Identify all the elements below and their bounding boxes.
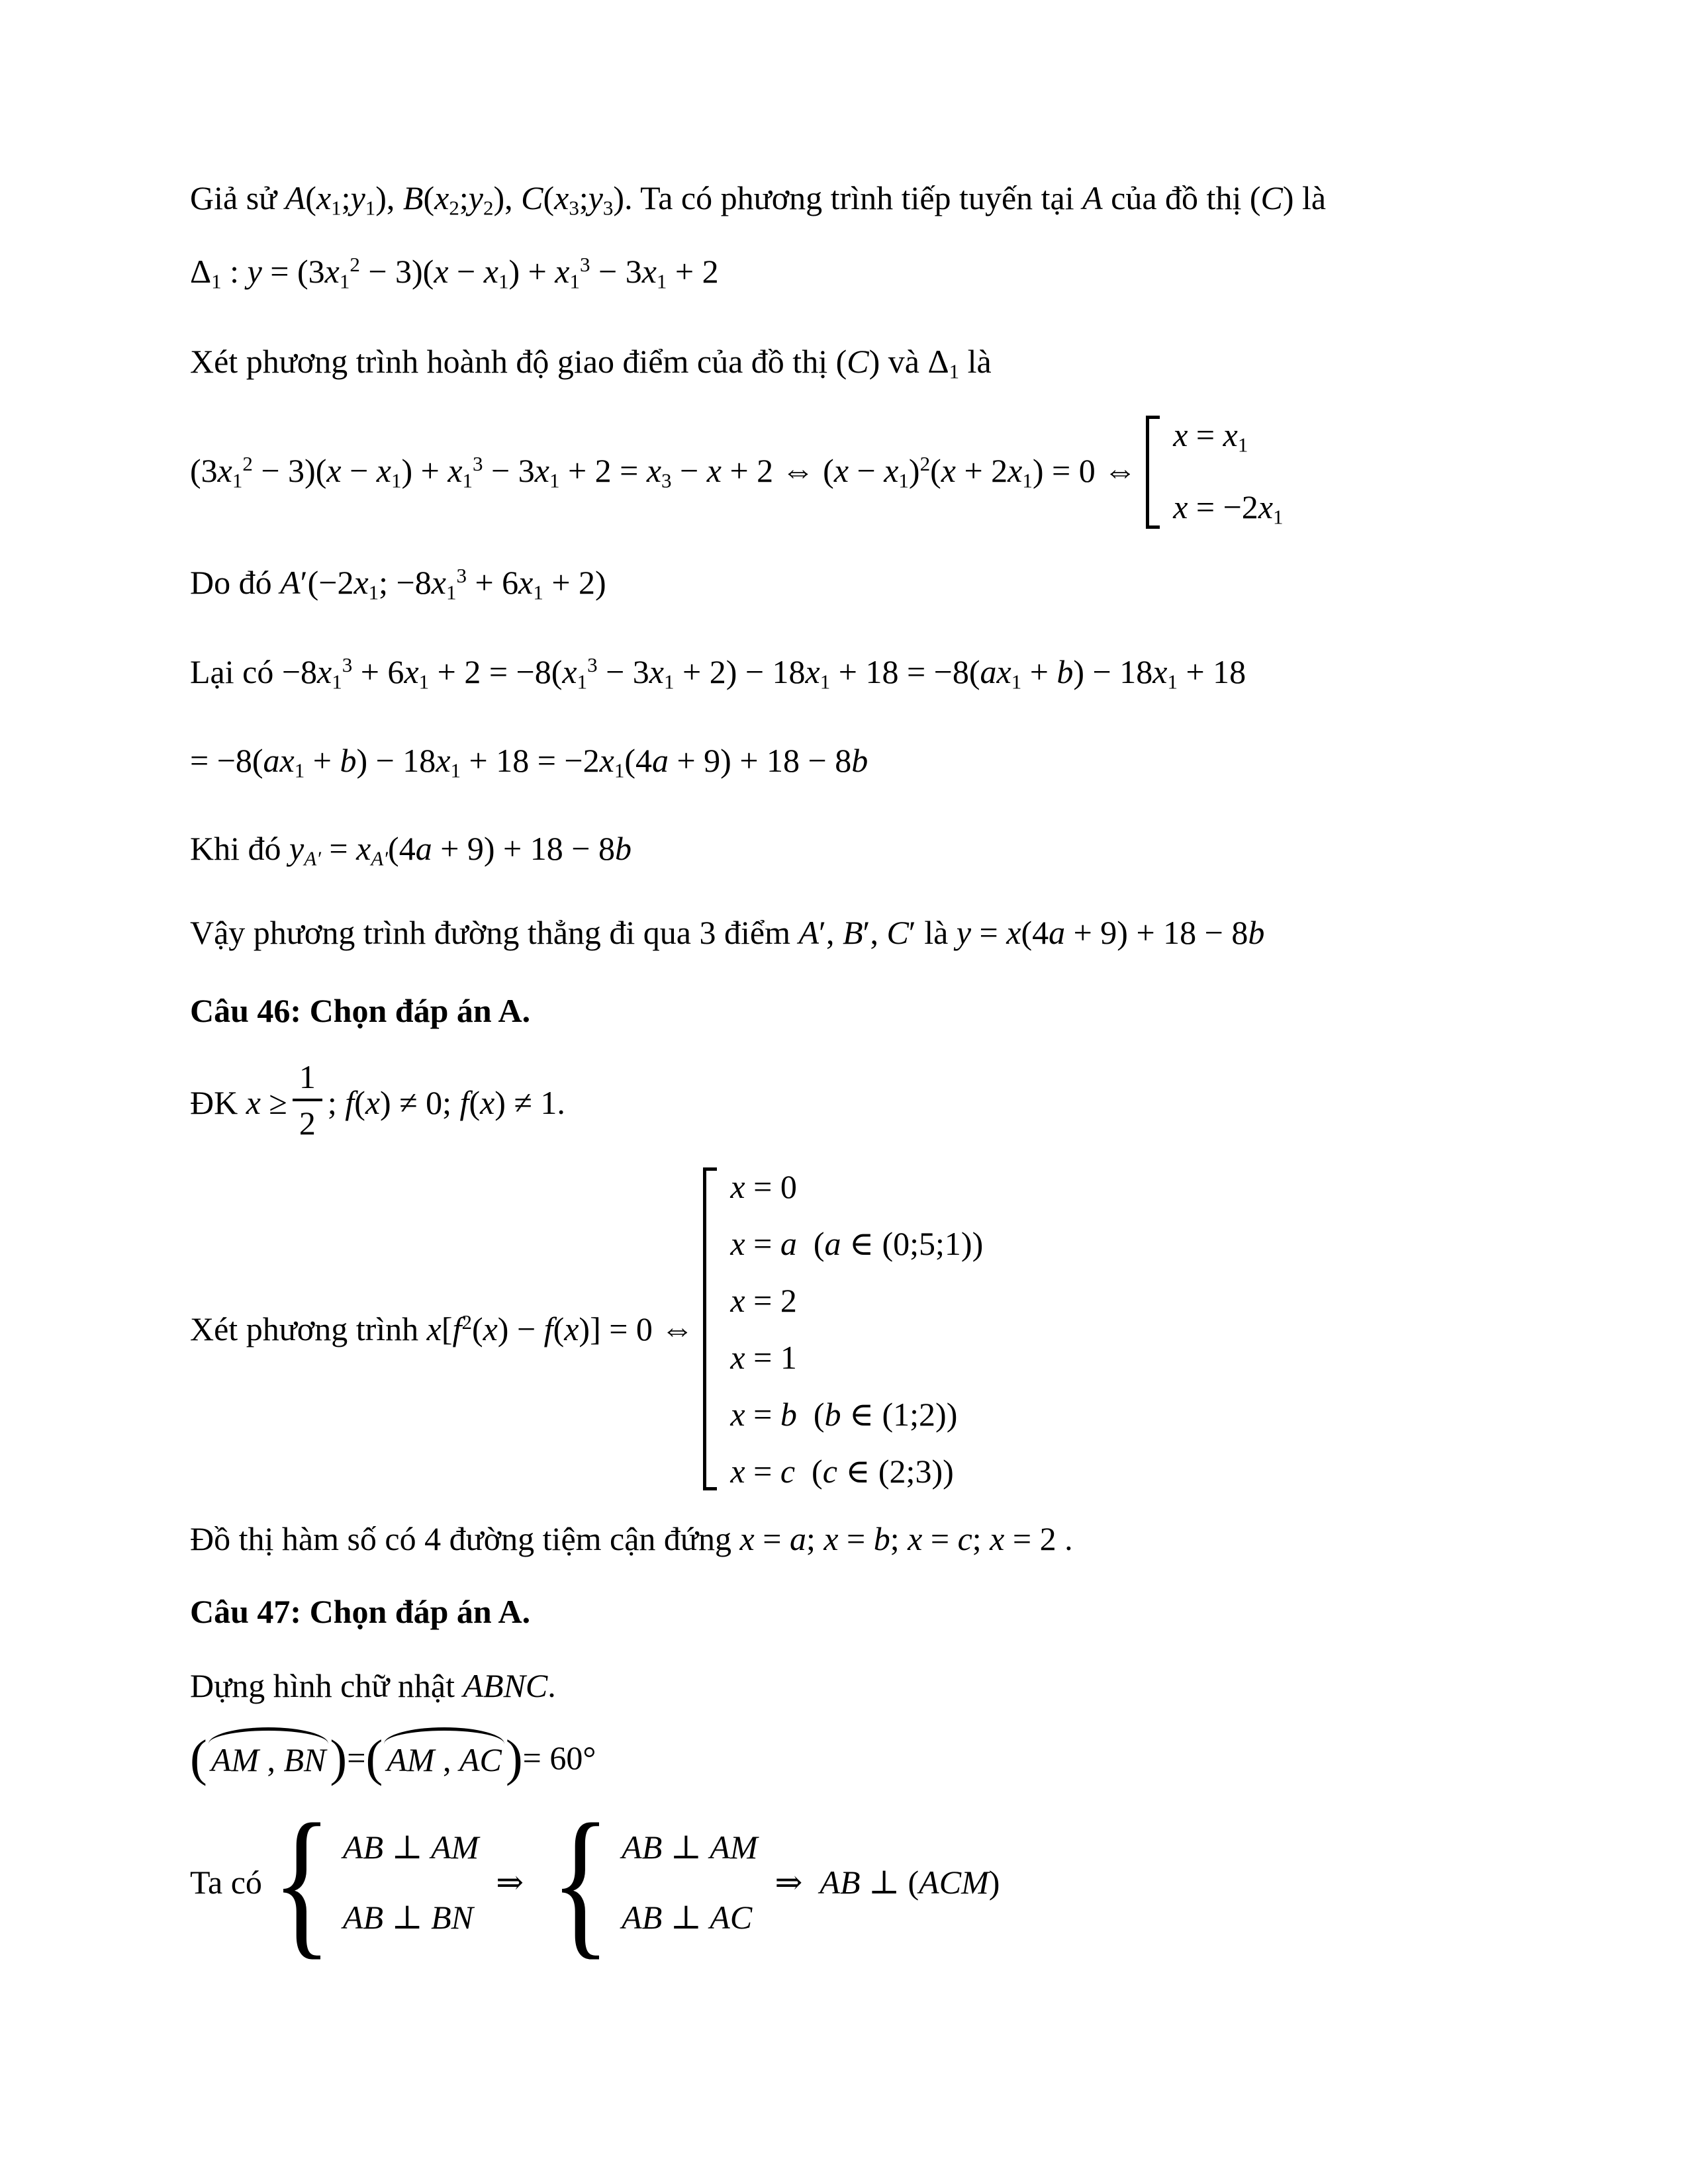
system-2 [541,1790,758,1974]
para-gia-su: Giả sử A(x1;y1), B(x2;y2), C(x3;y3). Ta có phương trình tiếp tuyến tại A của đồ thị (C) là [190,179,1327,220]
angle-hat-AM-BN: AM , BN [207,1737,330,1779]
case-row: x = 2 [730,1281,797,1319]
heading-cau-47: Câu 47: Chọn đáp án A. [190,1592,531,1630]
heading-cau-46: Câu 46: Chọn đáp án A. [190,991,531,1029]
case-row: x = b (b ∈ (1;2)) [730,1395,958,1433]
taco-label: Ta có [190,1863,262,1901]
xet-left: Xét phương trình $x[f^2(x) - f(x)] = 0$ ⇔ [190,1310,694,1347]
solution-cases-6 [703,1167,983,1490]
perpendicular-result: AB ⊥ (ACM) [820,1863,1000,1901]
case-row: x = −2x1 [1173,488,1284,529]
fraction-one-half [293,1059,322,1141]
system-row: AB ⊥ AC [622,1898,753,1936]
para-xet-hoanh-do: Xét phương trình hoành độ giao điểm của đồ thị (C) và Δ1 là [190,343,992,383]
case-row: x = a (a ∈ (0;5;1)) [730,1224,984,1262]
system-1 [262,1790,479,1974]
system-row: AB ⊥ BN [342,1898,473,1936]
para-do-do: Do đó A′(−2x1; $-8x1^3 + 6x1 + 2$) [190,564,606,604]
eq-ta-co-perpendicular [190,1790,1514,1974]
case-row: x = c (c ∈ (2;3)) [730,1452,954,1490]
para-khi-do: Khi đó yA′ = xA′(4a + 9) + 18 − 8b [190,830,632,870]
eq-dieu-kien [190,1058,1514,1144]
case-row: x = 0 [730,1167,797,1205]
para-vay-ket-luan: Vậy phương trình đường thẳng đi qua 3 điểm A′, B′, C′ là y = x(4a + 9) + 18 − 8b [190,913,1265,951]
fraction-numerator: 1 [299,1058,316,1095]
system-row: AB ⊥ AM [342,1828,479,1866]
fraction-denominator: 2 [293,1099,322,1141]
implies-arrow-icon: ⇒ [774,1863,803,1901]
implies-arrow-icon: ⇒ [496,1863,524,1901]
para-lai-co: Lại có $-8x1^3 + 6x1 + 2 = -8(x1^3 - 3x1 + 2) - 18x1 + 18 = -8(ax1 + b) - 18x1 + 18$ [190,653,1246,694]
angle-value: = 60° [522,1739,596,1776]
eq-continued: = −8(ax1 + b) − 18x1 + 18 = −2x1(4a + 9) + 18 − 8b [190,742,868,783]
eq-delta1-tangent: Δ1 : $y = (3x1^2 - 3)(x - x1) + x1^3 - 3x1 + 2$ [190,252,719,293]
dk-post: ; f(x) ≠ 0; f(x) ≠ 1. [327,1083,565,1121]
para-dung-hinh: Dựng hình chữ nhật ABNC. [190,1666,556,1704]
page-content [190,179,1514,1974]
solution-cases-2 [1146,416,1283,529]
equals-sign: = [347,1739,366,1776]
cases-bracket-icon [703,1167,717,1490]
brace-icon: { [271,1790,332,1974]
case-row: x = 1 [730,1338,797,1376]
dk-pre: ĐK x ≥ [190,1083,287,1121]
eq-xet-phuong-trinh [190,1167,1514,1490]
cases-bracket-icon [1146,416,1160,529]
system-row: AB ⊥ AM [622,1828,758,1866]
eq-intersection [190,416,1514,529]
case-row: x = x1 [1173,416,1248,457]
eq-intersection-left: $(3x1^2 - 3)(x - x1) + x1^3 - 3x1 + 2 = x3 - x + 2$ ⇔ $(x - x1)^2(x + 2x1) = 0$ ⇔ [190,452,1137,492]
brace-icon: { [551,1790,611,1974]
para-tiem-can: Đồ thị hàm số có 4 đường tiệm cận đứng x = a; x = b; x = c; x = 2 . [190,1520,1073,1557]
eq-angle-60: ( AM , BN ) = ( AM , AC ) = 60° [190,1729,596,1786]
angle-hat-AM-AC: AM , AC [383,1737,506,1779]
